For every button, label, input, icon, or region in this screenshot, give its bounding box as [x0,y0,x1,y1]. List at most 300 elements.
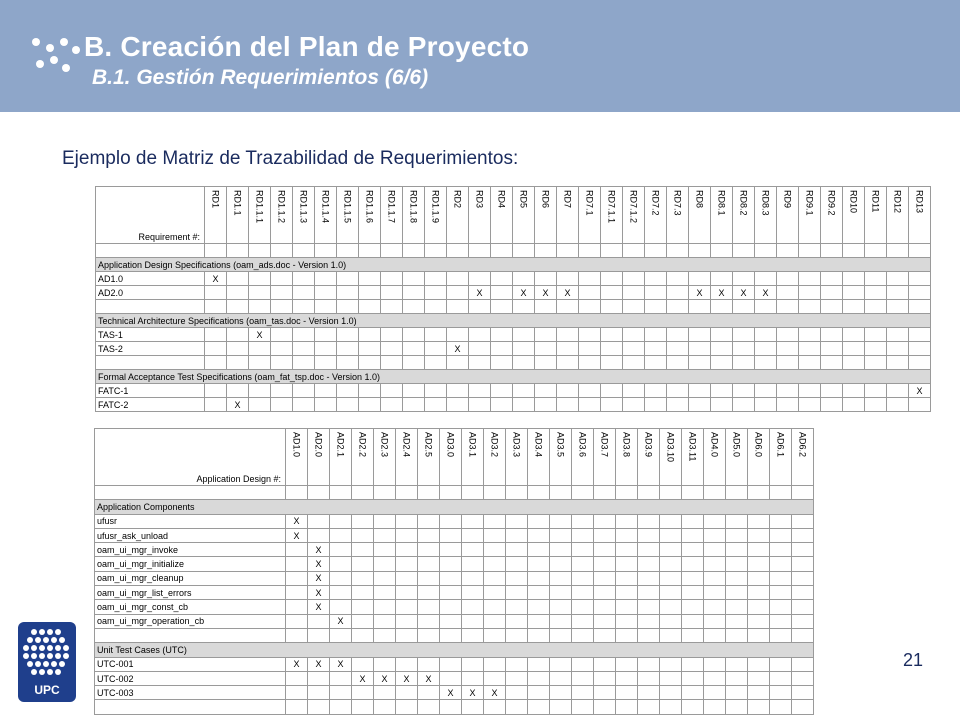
matrix-cell [572,543,594,557]
matrix-cell [403,328,425,342]
column-header: RD7.1.2 [623,187,645,244]
matrix-cell [337,398,359,412]
matrix-cell [572,700,594,714]
matrix-cell [352,586,374,600]
matrix-cell [506,514,528,528]
matrix-cell [205,342,227,356]
matrix-header-label: Application Design #: [95,429,286,486]
matrix-cell [352,600,374,614]
matrix-cell [682,514,704,528]
matrix-cell [227,328,249,342]
matrix-cell [374,628,396,642]
column-header: AD6.0 [748,429,770,486]
matrix-cell [271,398,293,412]
trace-mark: X [308,600,330,614]
matrix-cell [601,328,623,342]
matrix-cell [462,486,484,500]
matrix-cell [821,384,843,398]
matrix-cell [418,600,440,614]
matrix-cell [249,342,271,356]
matrix-cell [682,671,704,685]
matrix-cell [491,342,513,356]
column-header: RD9 [777,187,799,244]
matrix-cell [682,586,704,600]
matrix-cell [777,272,799,286]
row-label: AD2.0 [96,286,205,300]
matrix-cell [286,571,308,585]
column-header: AD6.2 [792,429,814,486]
matrix-cell [557,384,579,398]
matrix-cell [704,543,726,557]
matrix-cell [909,286,931,300]
matrix-cell [469,356,491,370]
matrix-cell [330,514,352,528]
trace-mark: X [909,384,931,398]
matrix-cell [704,514,726,528]
matrix-cell [506,528,528,542]
matrix-cell [308,614,330,628]
matrix-cell [462,700,484,714]
matrix-cell [792,686,814,700]
matrix-cell [205,286,227,300]
matrix-cell [374,657,396,671]
matrix-cell [513,356,535,370]
matrix-cell [528,700,550,714]
matrix-cell [293,300,315,314]
matrix-cell [601,398,623,412]
matrix-cell [352,557,374,571]
matrix-cell [425,328,447,342]
matrix-cell [843,342,865,356]
table-row [95,557,814,571]
table-row [96,286,931,300]
matrix-cell [616,586,638,600]
matrix-cell [396,600,418,614]
matrix-cell [689,328,711,342]
matrix-cell [726,543,748,557]
matrix-cell [623,244,645,258]
matrix-cell [660,528,682,542]
row-label: TAS-1 [96,328,205,342]
matrix-cell [638,700,660,714]
column-header: AD2.2 [352,429,374,486]
matrix-cell [440,614,462,628]
matrix-cell [227,342,249,356]
matrix-cell [623,272,645,286]
matrix-cell [579,398,601,412]
matrix-cell [381,244,403,258]
matrix-cell [205,244,227,258]
matrix-cell [352,614,374,628]
matrix-cell [469,384,491,398]
matrix-cell [396,628,418,642]
matrix-cell [418,586,440,600]
matrix-cell [396,528,418,542]
trace-mark: X [462,686,484,700]
matrix-cell [271,342,293,356]
column-header: AD3.4 [528,429,550,486]
matrix-cell [843,328,865,342]
matrix-cell [704,486,726,500]
matrix-cell [359,300,381,314]
matrix-cell [249,244,271,258]
column-header: RD1.1.4 [315,187,337,244]
matrix-cell [447,244,469,258]
matrix-cell [799,384,821,398]
matrix-cell [484,571,506,585]
matrix-cell [623,286,645,300]
trace-mark: X [535,286,557,300]
matrix-cell [579,244,601,258]
column-header: RD1 [205,187,227,244]
matrix-cell [616,671,638,685]
matrix-cell [528,528,550,542]
matrix-cell [748,657,770,671]
matrix-cell [594,557,616,571]
matrix-cell [330,586,352,600]
matrix-cell [909,342,931,356]
matrix-cell [550,543,572,557]
matrix-cell [381,328,403,342]
matrix-cell [792,600,814,614]
column-header: AD3.10 [660,429,682,486]
matrix-cell [865,384,887,398]
trace-mark: X [308,557,330,571]
matrix-cell [315,300,337,314]
matrix-cell [462,543,484,557]
matrix-cell [726,514,748,528]
column-header: AD6.1 [770,429,792,486]
table-row [96,328,931,342]
logo-text: UPC [34,683,60,697]
matrix-cell [887,384,909,398]
trace-mark: X [711,286,733,300]
matrix-cell [506,700,528,714]
matrix-cell [396,700,418,714]
matrix-cell [359,356,381,370]
matrix-cell [352,514,374,528]
matrix-cell [550,657,572,671]
matrix-cell [887,286,909,300]
matrix-cell [579,342,601,356]
matrix-cell [645,272,667,286]
matrix-cell [447,356,469,370]
matrix-cell [352,486,374,500]
matrix-cell [506,571,528,585]
matrix-cell [616,528,638,542]
matrix-cell [381,272,403,286]
matrix-cell [645,342,667,356]
matrix-cell [726,657,748,671]
matrix-cell [205,398,227,412]
matrix-cell [359,244,381,258]
matrix-cell [660,628,682,642]
matrix-cell [616,486,638,500]
matrix-cell [249,356,271,370]
matrix-cell [601,300,623,314]
matrix-cell [374,586,396,600]
matrix-cell [528,543,550,557]
blank-row [95,628,814,642]
matrix-cell [572,586,594,600]
matrix-cell [506,600,528,614]
matrix-cell [425,398,447,412]
matrix-cell [506,486,528,500]
matrix-cell [594,628,616,642]
matrix-cell [704,628,726,642]
matrix-cell [528,557,550,571]
matrix-cell [440,486,462,500]
matrix-cell [711,300,733,314]
matrix-cell [374,486,396,500]
matrix-cell [352,628,374,642]
matrix-cell [887,398,909,412]
matrix-cell [748,700,770,714]
matrix-cell [843,272,865,286]
table-row [95,514,814,528]
matrix-cell [403,300,425,314]
matrix-cell [660,686,682,700]
matrix-cell [418,514,440,528]
column-header: RD9.2 [821,187,843,244]
matrix-cell [506,628,528,642]
column-header: AD3.9 [638,429,660,486]
matrix-cell [594,671,616,685]
matrix-cell [330,700,352,714]
matrix-cell [909,300,931,314]
matrix-cell [792,543,814,557]
matrix-cell [667,328,689,342]
matrix-cell [337,286,359,300]
column-header: AD3.0 [440,429,462,486]
table-row [95,571,814,585]
row-label: AD1.0 [96,272,205,286]
matrix-cell [352,657,374,671]
matrix-cell [821,328,843,342]
matrix-cell [799,300,821,314]
matrix-cell [374,543,396,557]
matrix-cell [579,384,601,398]
matrix-cell [660,600,682,614]
matrix-cell [733,328,755,342]
matrix-cell [440,586,462,600]
matrix-cell [462,514,484,528]
matrix-cell [623,328,645,342]
matrix-cell [579,286,601,300]
matrix-cell [682,614,704,628]
trace-mark: X [205,272,227,286]
matrix-cell [528,600,550,614]
matrix-cell [396,571,418,585]
matrix-cell [704,657,726,671]
header-bar [0,0,960,112]
trace-mark: X [418,671,440,685]
trace-mark: X [689,286,711,300]
column-header: AD3.11 [682,429,704,486]
matrix-cell [271,286,293,300]
matrix-cell [337,384,359,398]
matrix-cell [799,272,821,286]
matrix-cell [315,244,337,258]
matrix-cell [286,614,308,628]
matrix-cell [205,328,227,342]
matrix-cell [227,384,249,398]
row-label: UTC-002 [95,671,286,685]
matrix-cell [403,244,425,258]
trace-mark: X [396,671,418,685]
matrix-cell [337,244,359,258]
matrix-cell [447,398,469,412]
table-row [95,671,814,685]
matrix-cell [623,356,645,370]
matrix-cell [315,398,337,412]
matrix-cell [491,300,513,314]
matrix-cell [271,384,293,398]
matrix-cell [638,614,660,628]
matrix-cell [821,398,843,412]
matrix-cell [770,486,792,500]
column-header: RD8 [689,187,711,244]
matrix-cell [711,244,733,258]
matrix-cell [469,272,491,286]
section-header: Application Design Specifications (oam_ads.doc - Version 1.0) [96,258,931,272]
matrix-cell [638,543,660,557]
matrix-cell [711,384,733,398]
matrix-cell [667,398,689,412]
matrix-cell [550,571,572,585]
matrix-cell [293,398,315,412]
matrix-cell [484,657,506,671]
matrix-cell [374,686,396,700]
matrix-cell [594,543,616,557]
matrix-header-label: Requirement #: [96,187,205,244]
matrix-cell [227,272,249,286]
matrix-cell [330,686,352,700]
column-header: AD2.1 [330,429,352,486]
matrix-cell [337,356,359,370]
matrix-cell [733,356,755,370]
matrix-cell [491,398,513,412]
matrix-cell [667,300,689,314]
matrix-cell [249,272,271,286]
matrix-cell [777,342,799,356]
matrix-cell [660,571,682,585]
matrix-cell [645,384,667,398]
matrix-cell [418,528,440,542]
matrix-cell [447,384,469,398]
matrix-cell [315,286,337,300]
matrix-cell [418,657,440,671]
matrix-cell [594,686,616,700]
slide-subtitle: B.1. Gestión Requerimientos (6/6) [92,66,429,89]
matrix-cell [799,342,821,356]
matrix-cell [799,398,821,412]
matrix-cell [205,384,227,398]
matrix-cell [330,486,352,500]
matrix-cell [308,686,330,700]
matrix-cell [557,328,579,342]
matrix-cell [330,543,352,557]
matrix-cell [513,244,535,258]
matrix-cell [638,628,660,642]
trace-mark: X [440,686,462,700]
matrix-cell [403,356,425,370]
matrix-cell [557,272,579,286]
matrix-cell [909,328,931,342]
column-header: RD7.1 [579,187,601,244]
matrix-cell [528,614,550,628]
row-label [95,486,286,500]
matrix-cell [682,571,704,585]
blank-row [96,300,931,314]
column-header: RD1.1.6 [359,187,381,244]
matrix-cell [293,384,315,398]
matrix-cell [770,514,792,528]
column-header: AD2.5 [418,429,440,486]
matrix-cell [308,700,330,714]
matrix-cell [645,300,667,314]
matrix-cell [733,244,755,258]
trace-mark: X [330,614,352,628]
matrix-cell [506,543,528,557]
matrix-cell [821,356,843,370]
matrix-cell [425,244,447,258]
matrix-cell [594,528,616,542]
column-header: RD8.1 [711,187,733,244]
matrix-cell [440,700,462,714]
matrix-cell [315,342,337,356]
matrix-cell [777,244,799,258]
section-header: Application Components [95,500,814,514]
matrix-cell [623,342,645,356]
matrix-cell [660,614,682,628]
matrix-cell [689,398,711,412]
table-row [95,528,814,542]
matrix-cell [550,628,572,642]
matrix-cell [865,342,887,356]
row-label: UTC-003 [95,686,286,700]
matrix-cell [865,300,887,314]
matrix-cell [491,244,513,258]
matrix-cell [572,557,594,571]
matrix-cell [513,342,535,356]
matrix-cell [330,557,352,571]
matrix-cell [748,557,770,571]
matrix-cell [667,384,689,398]
matrix-cell [770,628,792,642]
matrix-cell [528,571,550,585]
matrix-cell [616,614,638,628]
matrix-cell [418,557,440,571]
matrix-table [95,186,931,412]
matrix-cell [682,557,704,571]
matrix-cell [660,514,682,528]
matrix-cell [682,486,704,500]
column-header: RD1.1.9 [425,187,447,244]
matrix-cell [315,272,337,286]
matrix-cell [755,328,777,342]
matrix-cell [205,356,227,370]
matrix-cell [425,342,447,356]
matrix-cell [821,300,843,314]
matrix-cell [616,557,638,571]
matrix-cell [447,328,469,342]
matrix-cell [249,384,271,398]
matrix-cell [887,328,909,342]
matrix-cell [843,244,865,258]
matrix-cell [733,398,755,412]
trace-mark: X [469,286,491,300]
